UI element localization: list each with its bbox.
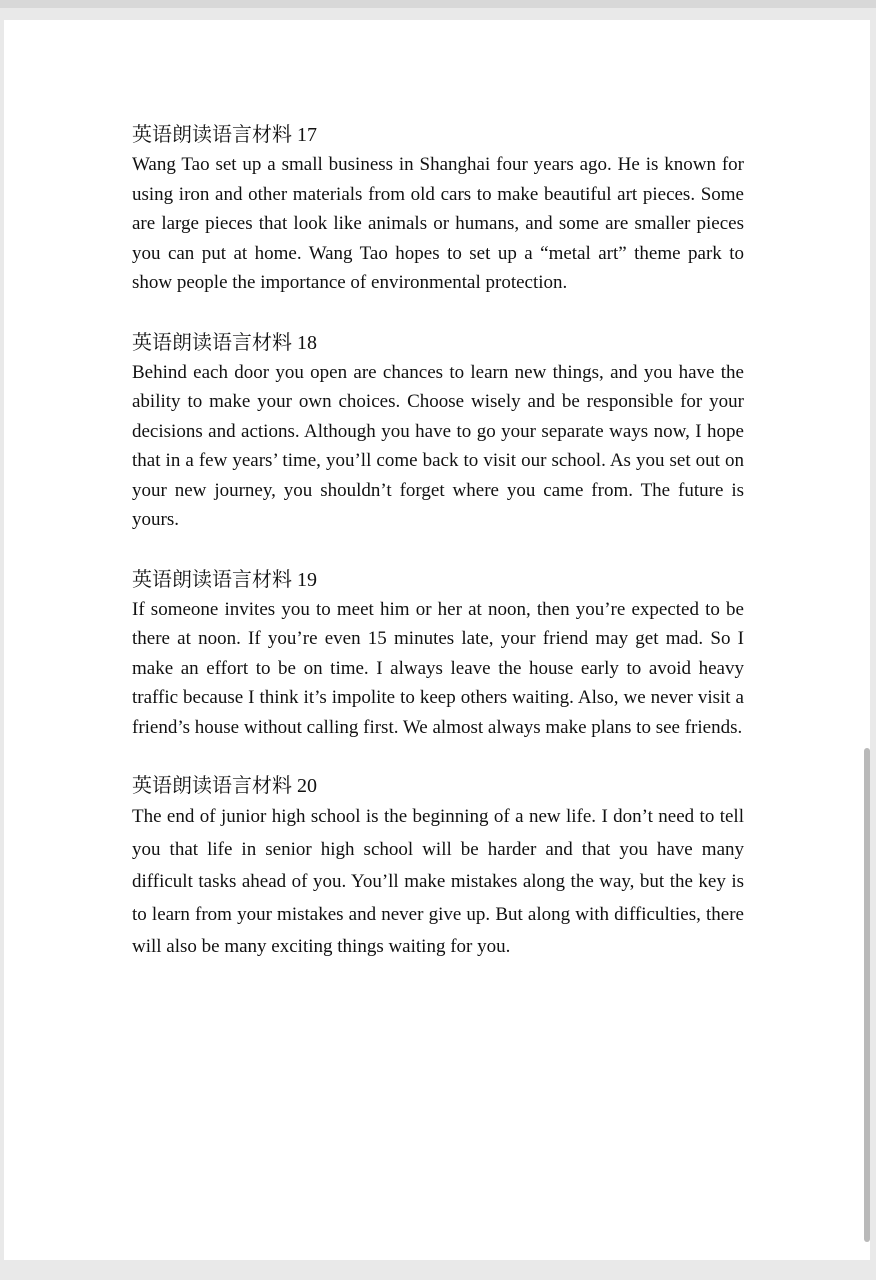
window-bottom-edge — [0, 1260, 876, 1280]
section-paragraph: Behind each door you open are chances to learn new things, and you have the ability to make your own choices. Choose wisely and be responsible for your decisions and actions. Although you have to go your separate ways now, I hope that in a few years’ time, you’ll come back to visit our school. As you set out on your new journey, you shouldn’t forget where you came from. The future is yours. — [132, 361, 744, 530]
vertical-scrollbar-thumb[interactable] — [864, 748, 870, 1242]
section-18 — [132, 329, 744, 535]
section-heading: 英语朗读语言材料 20 — [132, 775, 317, 797]
section-heading: 英语朗读语言材料 19 — [132, 568, 317, 591]
section-heading: 英语朗读语言材料 17 — [132, 124, 317, 146]
document-page — [4, 20, 870, 1260]
document-content — [132, 121, 744, 964]
section-heading: 英语朗读语言材料 18 — [132, 331, 317, 354]
section-19 — [132, 566, 744, 743]
section-paragraph: If someone invites you to meet him or her at noon, then you’re expected to be there at noon. If you’re even 15 minutes late, your friend may get mad. So I make an effort to be on time. I always leave the house early to avoid heavy traffic because I think it’s impolite to keep others waiting. Also, we never visit a friend’s house without calling first. We almost always make plans to see friends. — [132, 598, 744, 738]
section-paragraph: Wang Tao set up a small business in Shanghai four years ago. He is known for using iron and other materials from old cars to make beautiful art pieces. Some are large pieces that look like animals or humans, and some are smaller pieces you can put at home. Wang Tao hopes to set up a “metal art” theme park to show people the importance of environmental protection. — [132, 154, 744, 293]
window-top-edge — [0, 0, 876, 8]
section-17 — [132, 121, 744, 298]
section-20 — [132, 772, 744, 964]
section-paragraph: The end of junior high school is the beginning of a new life. I don’t need to tell you that life in senior high school will be harder and that you have many difficult tasks ahead of you. You’ll make mistakes along the way, but the key is to learn from your mistakes and never give up. But along with difficulties, there will also be many exciting things waiting for you. — [132, 806, 744, 957]
